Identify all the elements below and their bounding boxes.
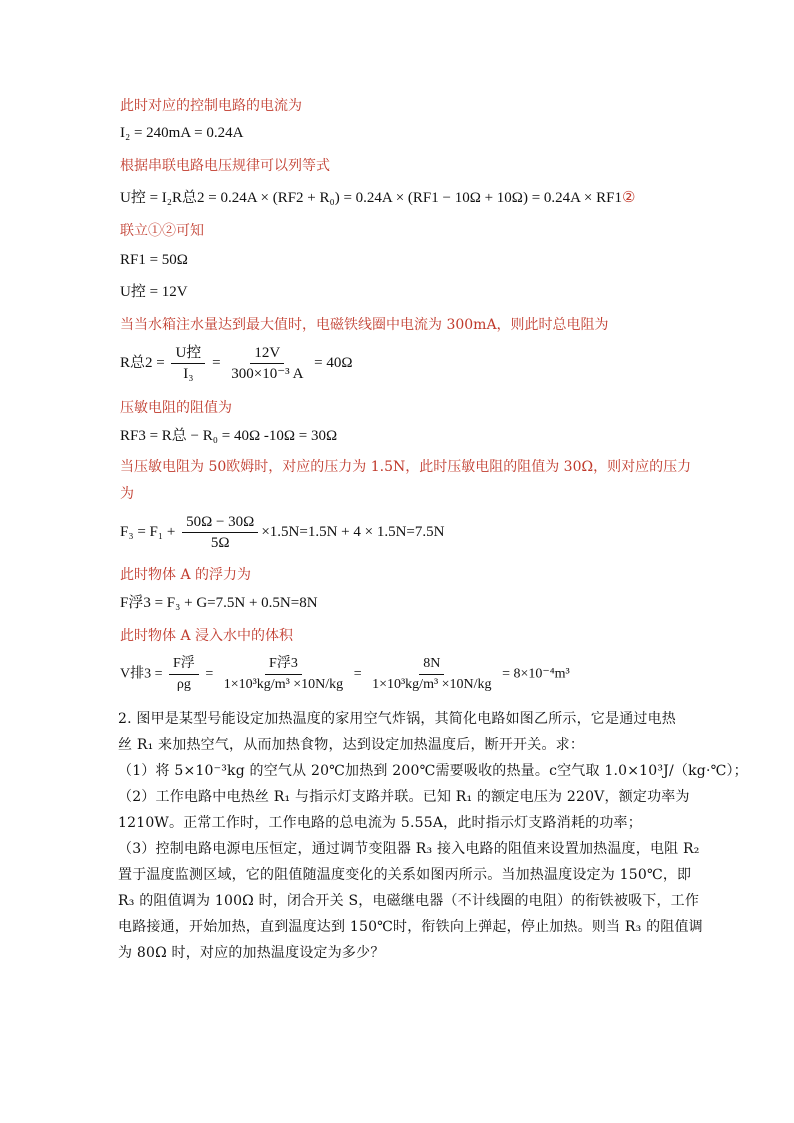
fraction-buoyancy-over-rho-g (169, 655, 199, 694)
equation-series-voltage (120, 189, 635, 207)
equation-volume-lhs: V排3 = (120, 666, 163, 682)
equation-u-control: U控 = 12V (120, 284, 188, 300)
solution-text-8: 此时物体 A 浸入水中的体积 (120, 628, 294, 644)
question-line: （2）工作电路中电热丝 R₁ 与指示灯支路并联。已知 R₁ 的额定电压为 220V，额定功率为 (118, 789, 690, 805)
equation-total-resistance-lhs: R总2 = (120, 354, 165, 371)
fraction-denominator: 5Ω (210, 535, 230, 551)
equation-force-f3-lhs: F₃ = F₁ + (120, 523, 176, 540)
fraction-numeric (368, 655, 495, 694)
fraction-denominator: ρg (176, 677, 191, 692)
question-line: （3）控制电路电源电压恒定，通过调节变阻器 R₃ 接入电路的阻值来设置加热温度，电阻 R₂ (118, 841, 700, 857)
equation-total-resistance-result: = 40Ω (314, 354, 353, 371)
equation-current-i2: I₂ = 240mA = 0.24A (120, 125, 244, 141)
question-line: 置于温度监测区域，它的阻值随温度变化的关系如图丙所示。当加热温度设定为 150℃，即 (118, 867, 692, 883)
fraction-u-over-i (171, 344, 205, 383)
solution-text-7: 此时物体 A 的浮力为 (120, 567, 252, 583)
fraction-denominator: I₃ (183, 366, 194, 382)
fraction-numerator: 8N (419, 655, 444, 675)
solution-text-1: 此时对应的控制电路的电流为 (120, 98, 302, 114)
question-line: （1）将 5×10⁻³kg 的空气从 20℃加热到 200℃需要吸收的热量。c空气取 1.0×10³J/（kg·℃）； (118, 763, 748, 779)
question-line: 电路接通，开始加热，直到温度达到 150℃时，衔铁向上弹起，停止加热。则当 R₃ 的阻值调 (118, 919, 703, 935)
question-line: R₃ 的阻值调为 100Ω 时，闭合开关 S，电磁继电器（不计线圈的电阻）的衔铁被吸下，工作 (118, 893, 700, 909)
equation-force-f3 (120, 513, 444, 552)
fraction-resistance-diff (182, 513, 258, 552)
fraction-numerator: F浮 (169, 655, 199, 675)
fraction-numerator: 12V (250, 344, 284, 364)
question-line: 为 80Ω 时，对应的加热温度设定为多少？ (118, 945, 385, 961)
solution-text-3: 联立①②可知 (120, 223, 204, 239)
solution-text-6b: 为 (120, 486, 134, 502)
fraction-numerator: F浮3 (265, 655, 302, 675)
fraction-denominator: 300×10⁻³ A (231, 366, 304, 382)
fraction-numerator: U控 (171, 344, 205, 364)
equation-buoyancy: F浮3 = F₃ + G=7.5N + 0.5N=8N (120, 595, 318, 611)
fraction-denominator: 1×10³kg/m³ ×10N/kg (223, 677, 344, 692)
solution-text-5: 压敏电阻的阻值为 (120, 400, 232, 416)
solution-text-2: 根据串联电路电压规律可以列等式 (120, 158, 330, 174)
fraction-voltage-over-current (227, 344, 307, 383)
equation-force-f3-rest: ×1.5N=1.5N + 4 × 1.5N=7.5N (261, 523, 445, 540)
equation-volume-result: = 8×10⁻⁴m³ (502, 666, 570, 682)
equation-volume: V排3 = $\frac{\text{F浮}}{\rho g}$ = $\frac{\text{F浮3}}{\text{1×10³kg/m³ ×10N/kg}}$ = $\frac{8N}{\text{1×10³kg/m³ ×10N/kg}}$ = 8×10⁻⁴m³ (120, 656, 570, 692)
question-line: 丝 R₁ 来加热空气，从而加热食物，达到设定加热温度后，断开开关。求： (118, 737, 585, 753)
fraction-denominator: 1×10³kg/m³ ×10N/kg (372, 677, 492, 692)
equation-rf3: RF3 = R总 − R₀ = 40Ω -10Ω = 30Ω (120, 428, 338, 444)
question-line: 1210W。正常工作时，工作电路的总电流为 5.55A，此时指示灯支路消耗的功率； (118, 815, 642, 831)
fraction-numerator: 50Ω − 30Ω (182, 513, 258, 533)
question-2 (118, 706, 748, 966)
solution-text-4: 当当水箱注水量达到最大值时，电磁铁线圈中电流为 300mA，则此时总电阻为 (120, 317, 609, 333)
equation-series-voltage-body: U控 = I₂R总2 = 0.24A × (RF2 + R₀) = 0.24A × (RF1 − 10Ω + 10Ω) = 0.24A × RF1 (120, 190, 622, 206)
solution-text-6a: 当压敏电阻为 50欧姆时，对应的压力为 1.5N，此时压敏电阻的阻值为 30Ω，则对应的压力 (120, 459, 692, 475)
equation-mark-2: ② (621, 190, 636, 206)
question-line: 2. 图甲是某型号能设定加热温度的家用空气炸锅，其简化电路如图乙所示，它是通过电热 (118, 711, 677, 727)
equation-total-resistance: R总2 = $\frac{\text{U控}}{\text{I₃}}$ = $\frac{12V}{\text{300×10⁻³ A}}$ = 40Ω (120, 345, 353, 382)
fraction-symbolic (220, 655, 347, 694)
equation-rf1: RF1 = 50Ω (120, 252, 188, 268)
